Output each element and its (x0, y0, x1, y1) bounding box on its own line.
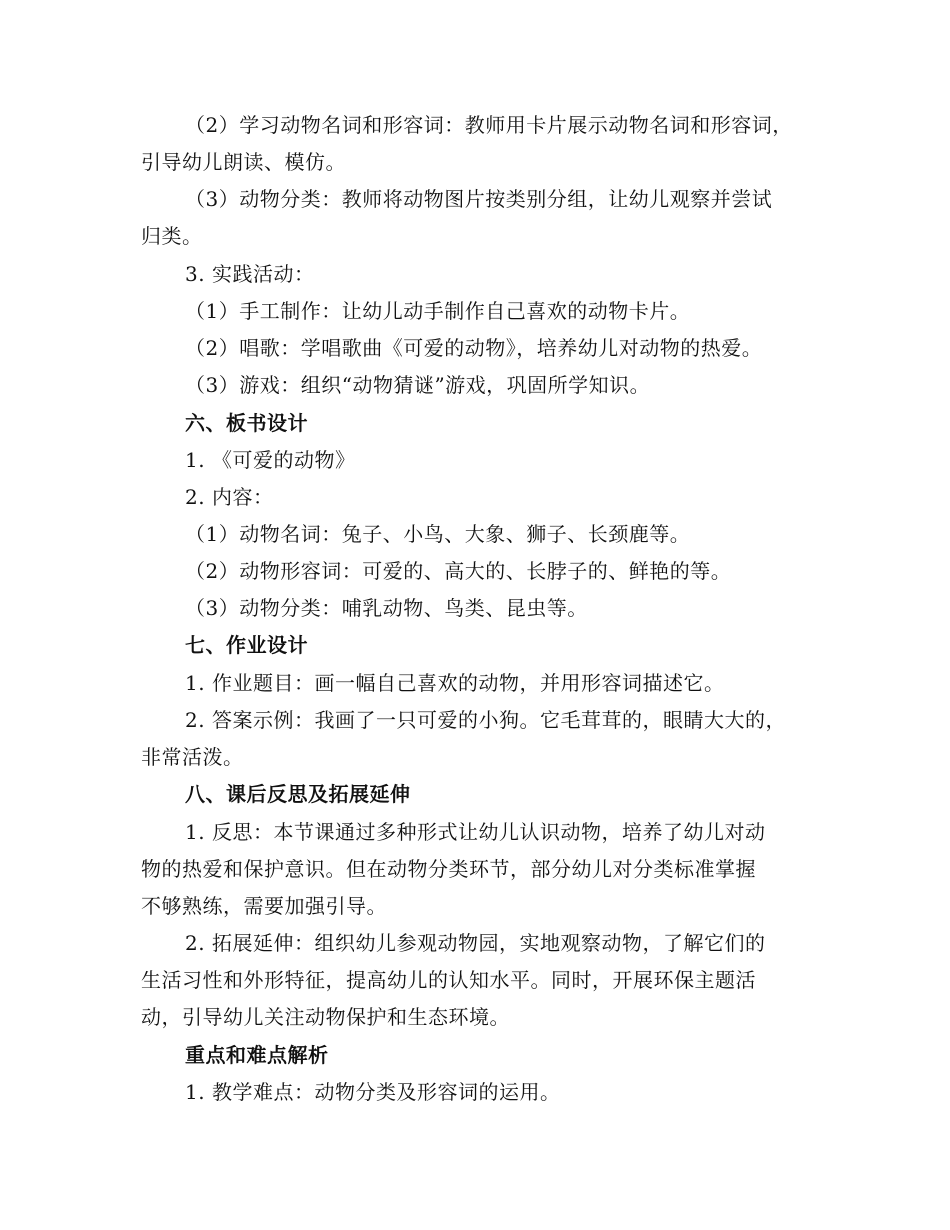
list-item: 2. 拓展延伸：组织幼儿参观动物园，实地观察动物，了解它们的 (185, 931, 766, 955)
paragraph-line: 不够熟练，需要加强引导。 (141, 894, 387, 918)
list-item: 3. 实践活动： (185, 262, 315, 286)
paragraph-line: （2）学习动物名词和形容词：教师用卡片展示动物名词和形容词， (185, 113, 793, 137)
section-heading: 七、作业设计 (185, 633, 308, 657)
list-item: （1）动物名词：兔子、小鸟、大象、狮子、长颈鹿等。 (185, 522, 691, 546)
list-item: 1. 教学难点：动物分类及形容词的运用。 (185, 1080, 561, 1104)
list-item: 2. 答案示例：我画了一只可爱的小狗。它毛茸茸的，眼睛大大的， (185, 708, 786, 732)
list-item: （1）手工制作：让幼儿动手制作自己喜欢的动物卡片。 (185, 299, 691, 323)
list-item: 1. 作业题目：画一幅自己喜欢的动物，并用形容词描述它。 (185, 671, 725, 695)
list-item: 1. 反思：本节课通过多种形式让幼儿认识动物，培养了幼儿对动 (185, 820, 766, 844)
paragraph-line: 物的热爱和保护意识。但在动物分类环节，部分幼儿对分类标准掌握 (141, 857, 756, 881)
paragraph-line: 生活习性和外形特征，提高幼儿的认知水平。同时，开展环保主题活 (141, 968, 756, 992)
list-item: 1. 《可爱的动物》 (185, 448, 356, 472)
section-heading: 六、板书设计 (185, 411, 308, 435)
paragraph-line: 归类。 (141, 224, 203, 248)
list-item: （2）动物形容词：可爱的、高大的、长脖子的、鲜艳的等。 (185, 559, 732, 583)
list-item: （3）动物分类：哺乳动物、鸟类、昆虫等。 (185, 596, 588, 620)
paragraph-line: 非常活泼。 (141, 745, 244, 769)
paragraph-line: （3）动物分类：教师将动物图片按类别分组，让幼儿观察并尝试 (185, 187, 773, 211)
list-item: 2. 内容： (185, 485, 274, 509)
paragraph-line: 动，引导幼儿关注动物保护和生态环境。 (141, 1005, 510, 1029)
paragraph-line: 引导幼儿朗读、模仿。 (141, 150, 346, 174)
section-heading: 重点和难点解析 (185, 1043, 329, 1067)
section-heading: 八、课后反思及拓展延伸 (185, 782, 411, 806)
list-item: （3）游戏：组织“动物猜谜”游戏，巩固所学知识。 (185, 373, 651, 397)
list-item: （2）唱歌：学唱歌曲《可爱的动物》，培养幼儿对动物的热爱。 (185, 336, 763, 360)
